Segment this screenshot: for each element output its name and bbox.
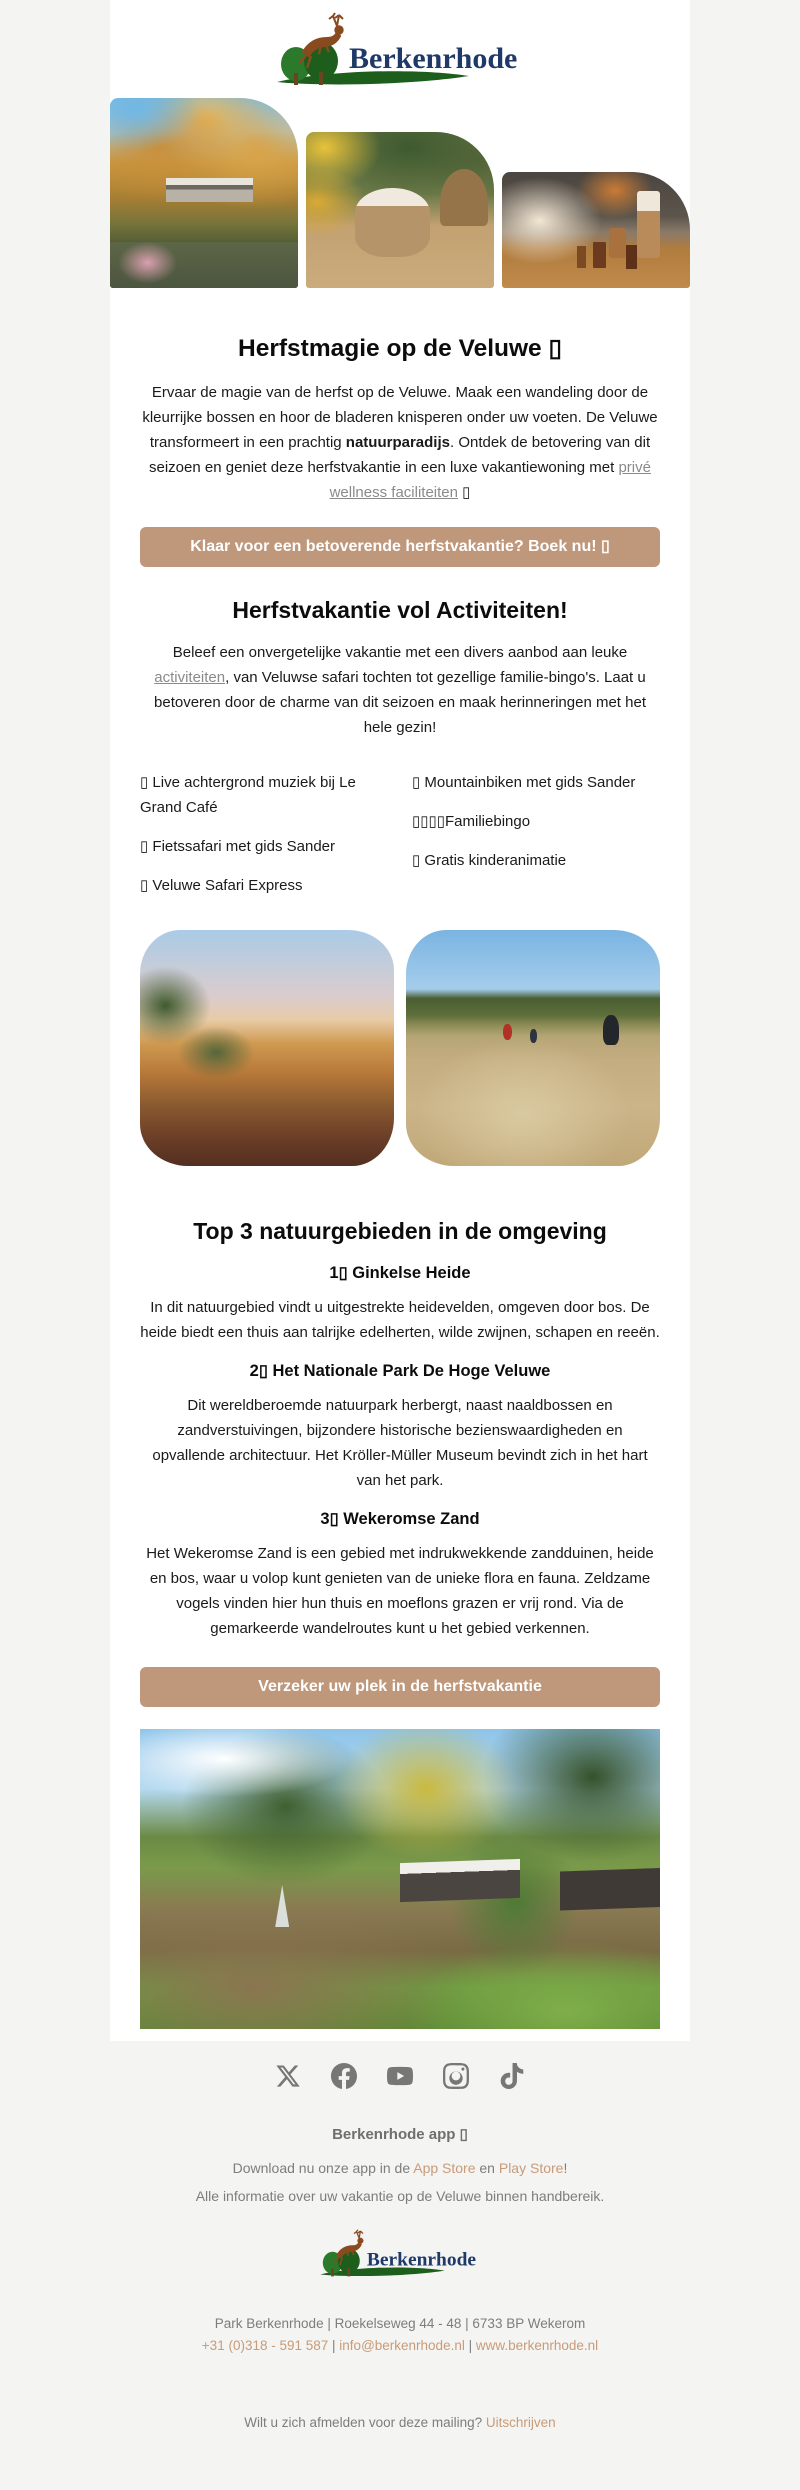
x-icon[interactable] bbox=[275, 2063, 301, 2089]
unsubscribe-link[interactable]: Uitschrijven bbox=[485, 2415, 556, 2430]
nature-item-3-text: Het Wekeromse Zand is een gebied met indrukwekkende zandduinen, heide en bos, waar u volop kunt genieten van de unieke flora en fauna. Zeldzame vogels vinden hier hun thuis en moeflons grazen er vrij rond. Via de gemarkeerde wandelroutes kunt u het gebied verkennen. bbox=[146, 1545, 654, 1637]
separator: | bbox=[464, 2338, 476, 2353]
nature-item-2-heading: 2▯ Het Nationale Park De Hoge Veluwe bbox=[249, 1362, 551, 1380]
youtube-icon[interactable] bbox=[387, 2063, 413, 2089]
tiktok-icon[interactable] bbox=[499, 2063, 525, 2089]
header-logo bbox=[110, 0, 690, 96]
app-info-line: Alle informatie over uw vakantie op de Veluwe binnen handbereik. bbox=[195, 2188, 605, 2204]
social-icons-row bbox=[0, 2061, 800, 2089]
activities-col-right bbox=[412, 770, 660, 912]
facebook-icon[interactable] bbox=[331, 2063, 357, 2089]
contact-line bbox=[0, 2335, 800, 2357]
photo-mountainbikers bbox=[406, 930, 660, 1166]
website-link[interactable]: www.berkenrhode.nl bbox=[475, 2338, 599, 2353]
activity-item: ▯ Live achtergrond muziek bij Le Grand Café bbox=[140, 774, 356, 816]
address-block bbox=[0, 2313, 800, 2357]
activities-text-a: Beleef een onvergetelijke vakantie met een divers aanbod aan leuke bbox=[172, 644, 628, 661]
activities-paragraph bbox=[140, 640, 660, 740]
wellness-link[interactable]: privé wellness faciliteiten bbox=[329, 459, 651, 501]
hero-photo-autumn-park bbox=[110, 98, 298, 288]
book-now-button[interactable]: Klaar voor een betoverende herfstvakantie? Boek nu! ▯ bbox=[140, 527, 660, 567]
hero-photo-hot-tub bbox=[306, 132, 494, 288]
activity-item: ▯▯▯▯Familiebingo bbox=[412, 813, 531, 830]
email-footer bbox=[0, 2041, 800, 2475]
intro-bold: natuurparadijs bbox=[345, 434, 450, 451]
intro-text-c: ▯ bbox=[457, 484, 471, 501]
hero-photo-coffee bbox=[502, 172, 690, 288]
download-text-c: ! bbox=[563, 2160, 568, 2176]
brand-wordmark: Berkenrhode bbox=[366, 2249, 477, 2271]
unsubscribe-question: Wilt u zich afmelden voor deze mailing? bbox=[244, 2415, 486, 2430]
intro-paragraph bbox=[140, 380, 660, 505]
address-line: Park Berkenrhode | Roekelseweg 44 - 48 | 6733 BP Wekerom bbox=[214, 2316, 586, 2331]
app-title: Berkenrhode app ▯ bbox=[332, 2126, 468, 2143]
nature-item-2-text: Dit wereldberoemde natuurpark herbergt, naast naaldbossen en zandverstuivingen, bijzondere historische bezienswaardigheden en opvallende architectuur. Het Kröller-Müller Museum bevindt zich in het hart van het park. bbox=[152, 1397, 648, 1489]
secure-spot-button[interactable]: Verzeker uw plek in de herfstvakantie bbox=[140, 1667, 660, 1707]
berkenrhode-logo-icon bbox=[269, 12, 531, 92]
activities-link[interactable]: activiteiten bbox=[154, 669, 226, 686]
intro-title: Herfstmagie op de Veluwe ▯ bbox=[238, 335, 562, 362]
play-store-link[interactable]: Play Store bbox=[498, 2160, 564, 2176]
activity-photos bbox=[140, 930, 660, 1166]
nature-title: Top 3 natuurgebieden in de omgeving bbox=[193, 1218, 607, 1244]
instagram-icon[interactable] bbox=[443, 2063, 469, 2089]
card-content bbox=[110, 334, 690, 2029]
nature-item-3-heading: 3▯ Wekeromse Zand bbox=[320, 1510, 480, 1528]
nature-item-1-text: In dit natuurgebied vindt u uitgestrekte heidevelden, omgeven door bos. De heide biedt een thuis aan talrijke edelherten, wilde zwijnen, schapen en reeën. bbox=[140, 1299, 660, 1341]
activity-item: ▯ Fietssafari met gids Sander bbox=[140, 838, 335, 855]
brand-wordmark: Berkenrhode bbox=[349, 42, 518, 75]
activity-item: ▯ Veluwe Safari Express bbox=[140, 877, 303, 894]
footer-logo bbox=[0, 2229, 800, 2281]
intro-text-b: . Ontdek de betovering van dit seizoen en geniet deze herfstvakantie in een luxe vakantiewoning met bbox=[149, 434, 651, 476]
app-download-line bbox=[0, 2157, 800, 2179]
activity-item: ▯ Mountainbiken met gids Sander bbox=[412, 774, 636, 791]
download-text-b: en bbox=[475, 2160, 499, 2176]
email-card bbox=[110, 0, 690, 2041]
phone-link[interactable]: +31 (0)318 - 591 587 bbox=[201, 2338, 329, 2353]
intro-text-a: Ervaar de magie van de herfst op de Veluwe. Maak een wandeling door de kleurrijke bossen en hoor de bladeren knisperen onder uw voeten. De Veluwe transformeert in een prachtig bbox=[142, 384, 658, 451]
separator: | bbox=[328, 2338, 340, 2353]
activities-text-b: , van Veluwse safari tochten tot gezellige familie-bingo's. Laat u betoveren door de charme van dit seizoen en maak herinneringen met het hele gezin! bbox=[154, 669, 646, 736]
activities-title: Herfstvakantie vol Activiteiten! bbox=[232, 597, 568, 623]
hero-collage bbox=[110, 96, 690, 288]
photo-park-pond bbox=[140, 1729, 660, 2029]
email-link[interactable]: info@berkenrhode.nl bbox=[339, 2338, 465, 2353]
app-store-link[interactable]: App Store bbox=[413, 2160, 476, 2176]
nature-item-1-heading: 1▯ Ginkelse Heide bbox=[329, 1264, 471, 1282]
activity-item: ▯ Gratis kinderanimatie bbox=[412, 852, 567, 869]
berkenrhode-logo-icon bbox=[315, 2229, 485, 2281]
download-text-a: Download nu onze app in de bbox=[232, 2160, 414, 2176]
activities-list bbox=[140, 770, 660, 912]
photo-heath-sunset bbox=[140, 930, 394, 1166]
unsubscribe-line bbox=[0, 2415, 800, 2430]
activities-col-left bbox=[140, 770, 388, 912]
